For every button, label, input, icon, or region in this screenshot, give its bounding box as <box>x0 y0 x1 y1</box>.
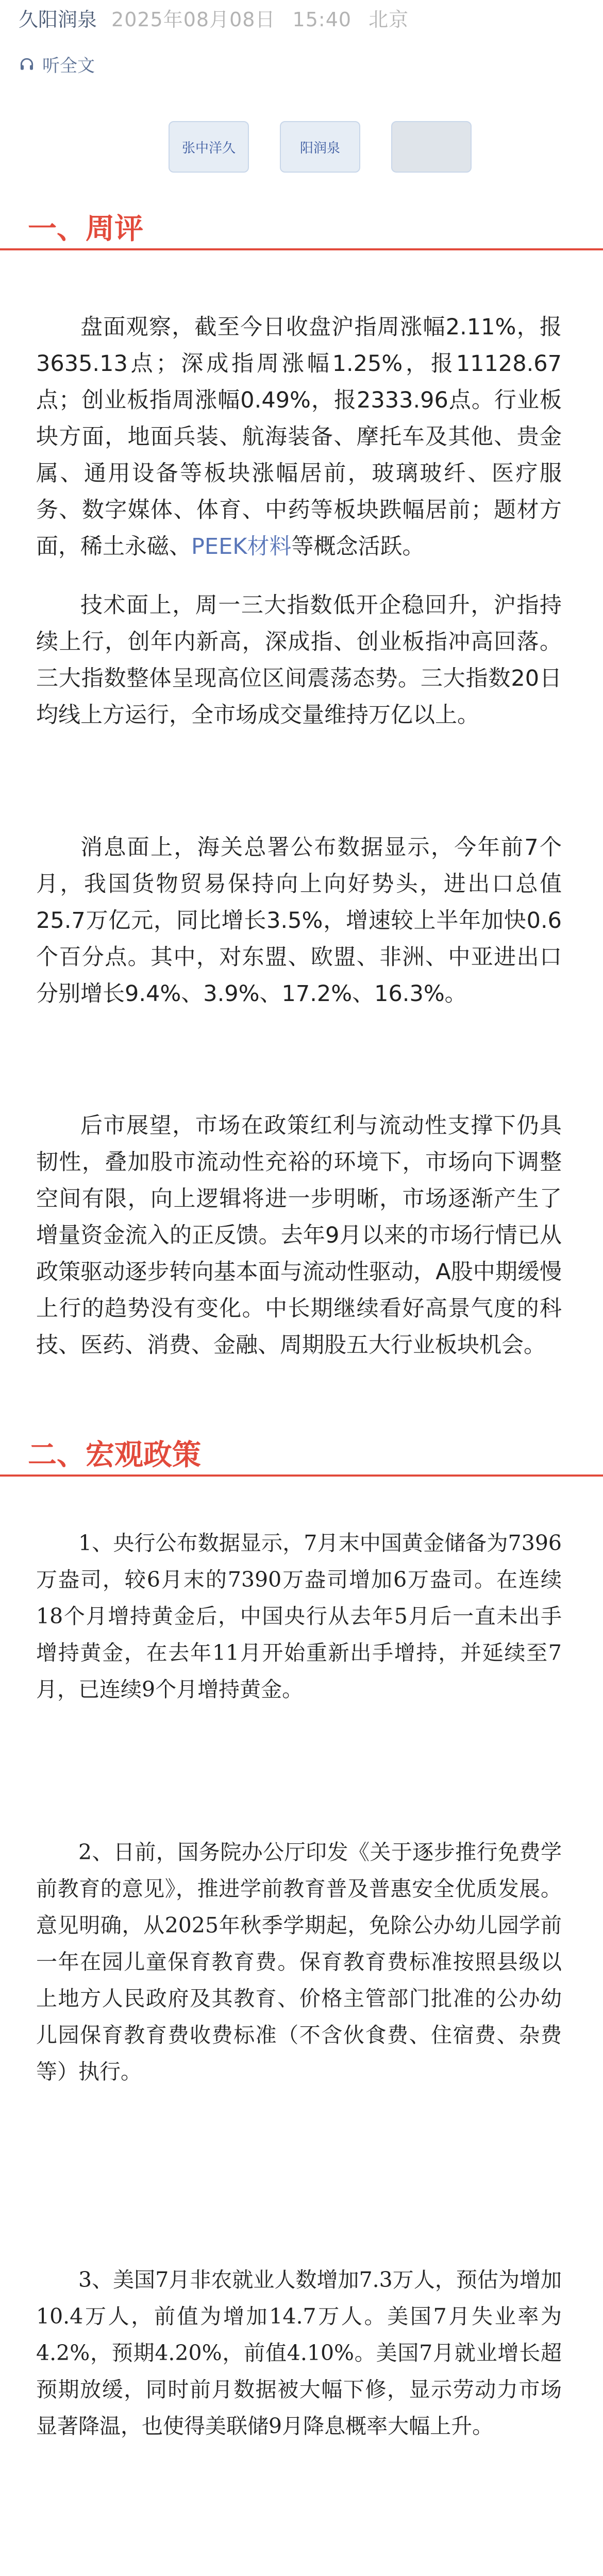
paragraph-us-nonfarm <box>36 2262 562 2445</box>
paragraph-free-preschool <box>36 1834 562 2090</box>
listen-full-text-button[interactable] <box>19 52 95 77</box>
headphones-icon <box>19 56 35 73</box>
listen-label: 听全文 <box>42 56 95 76</box>
publish-date: 2025年08月08日 <box>111 8 276 31</box>
banner-image-1: 张中洋久 <box>169 121 249 173</box>
topic-link-peek[interactable]: PEEK材料 <box>191 534 292 560</box>
paragraph-market-observation <box>36 309 562 565</box>
paragraph-news <box>36 829 562 1012</box>
section-divider <box>0 1475 603 1477</box>
section-title-weekly-review: 一、周评 <box>28 212 143 246</box>
article-header <box>19 3 585 32</box>
paragraph-private-economy <box>36 2571 562 2576</box>
paragraph-text: 后市展望，市场在政策红利与流动性支撑下仍具韧性，叠加股市流动性充裕的环境下，市场向下调整空间有限，向上逻辑将进一步明晰，市场逐渐产生了增量资金流入的正反馈。去年9月以来的市场行情已从政策驱动逐步转向基本面与流动性驱动，A股中期缓慢上行的趋势没有变化。中长期继续看好高景气度的科技、医药、消费、金融、周期股五大行业板块机会。 <box>36 1113 562 1358</box>
banner-images <box>103 116 537 178</box>
section-divider <box>0 248 603 250</box>
paragraph-text: 盘面观察，截至今日收盘沪指周涨幅2.11%，报3635.13点；深成指周涨幅1.25%，报11128.67点；创业板指周涨幅0.49%，报2333.96点。行业板块方面，地面兵装、航海装备、摩托车及其他、贵金属、通用设备等板块涨幅居前，玻璃玻纤、医疗服务、数字媒体、体育、中药等板块跌幅居前；题材方面，稀土永磁、PEEK材料等概念活跃。 <box>36 314 562 560</box>
paragraph-gold-reserves <box>36 1525 562 1708</box>
publish-meta <box>111 4 419 32</box>
banner-image-3 <box>391 121 472 173</box>
paragraph-text: 2、日前，国务院办公厅印发《关于逐步推行免费学前教育的意见》，推进学前教育普及普惠安全优质发展。意见明确，从2025年秋季学期起，免除公办幼儿园学前一年在园儿童保育教育费。保育教育费标准按照县级以上地方人民政府及其教育、价格主管部门批准的公办幼儿园保育教育费收费标准（不含伙食费、住宿费、杂费等）执行。 <box>36 1840 562 2084</box>
paragraph-text: 1、央行公布数据显示，7月末中国黄金储备为7396万盎司，较6月末的7390万盎司增加6万盎司。在连续18个月增持黄金后，中国央行从去年5月后一直未出手增持黄金，在去年11月开始重新出手增持，并延续至7月，已连续9个月增持黄金。 <box>36 1531 562 1702</box>
paragraph-outlook <box>36 1108 562 1364</box>
paragraph-text: 消息面上，海关总署公布数据显示，今年前7个月，我国货物贸易保持向上向好势头，进出口总值25.7万亿元，同比增长3.5%，增速较上半年加快0.6个百分点。其中，对东盟、欧盟、非洲、中亚进出口分别增长9.4%、3.9%、17.2%、16.3%。 <box>36 835 562 1007</box>
publish-time: 15:40 <box>292 8 352 31</box>
publish-location: 北京 <box>368 8 409 31</box>
author-name[interactable]: 久阳润泉 <box>19 8 97 31</box>
banner-image-2: 阳润泉 <box>280 121 360 173</box>
paragraph-technical <box>36 587 562 734</box>
paragraph-text: 技术面上，周一三大指数低开企稳回升，沪指持续上行，创年内新高，深成指、创业板指冲高回落。三大指数整体呈现高位区间震荡态势。三大指数20日均线上方运行，全市场成交量维持万亿以上。 <box>36 592 562 728</box>
section-title-macro-policy: 二、宏观政策 <box>28 1438 201 1472</box>
paragraph-text: 3、美国7月非农就业人数增加7.3万人，预估为增加10.4万人，前值为增加14.7万人。美国7月失业率为4.2%，预期4.20%，前值4.10%。美国7月就业增长超预期放缓，同时前月数据被大幅下修，显示劳动力市场显著降温，也使得美联储9月降息概率大幅上升。 <box>36 2267 562 2438</box>
